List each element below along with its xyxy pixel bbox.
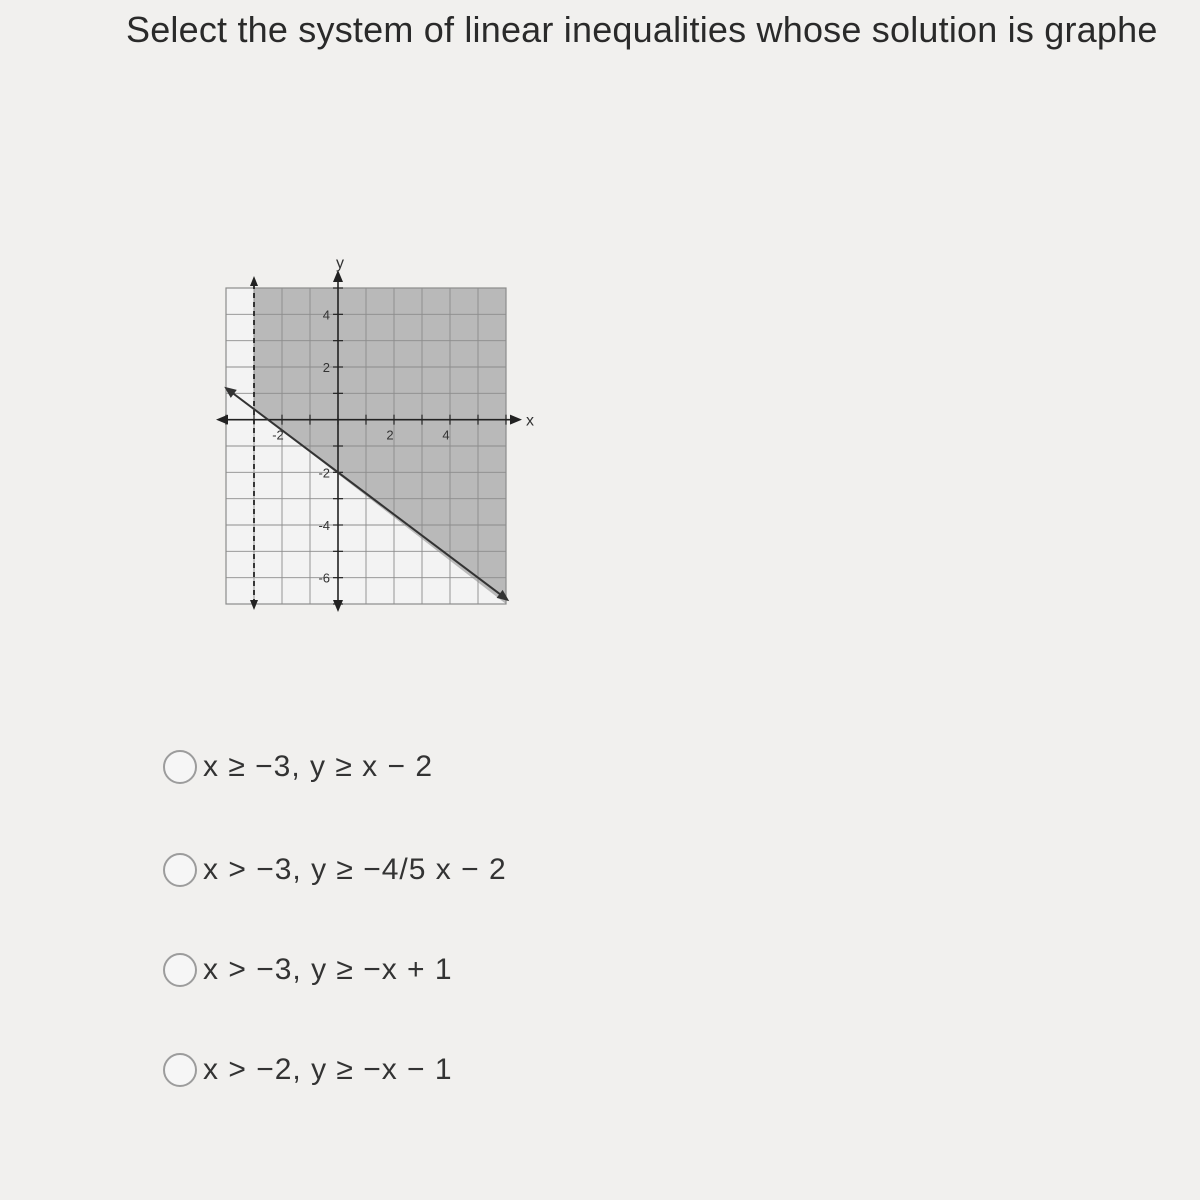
option-4[interactable] <box>163 1053 453 1087</box>
option-2[interactable] <box>163 853 507 887</box>
dashed-boundary-arrow-down <box>250 600 258 610</box>
radio-button[interactable] <box>163 750 197 784</box>
y-axis-arrow-down <box>333 600 343 612</box>
y-tick-label: 2 <box>322 360 330 375</box>
option-label: x > −3, y ≥ −x + 1 <box>203 953 453 986</box>
dashed-boundary-arrow-up <box>250 276 258 286</box>
option-3[interactable] <box>163 953 453 987</box>
graph-canvas <box>212 255 534 618</box>
y-tick-label: 4 <box>322 307 330 323</box>
radio-button[interactable] <box>163 853 197 887</box>
x-tick-label: -2 <box>272 427 284 443</box>
y-axis-label: y <box>336 255 344 272</box>
x-axis-label: x <box>526 412 534 430</box>
x-tick-label: 4 <box>442 427 450 443</box>
y-tick-label: -2 <box>318 465 330 481</box>
option-1[interactable] <box>163 750 433 784</box>
option-label: x ≥ −3, y ≥ x − 2 <box>203 750 434 783</box>
y-tick-label: -6 <box>318 570 330 586</box>
option-label: x > −3, y ≥ −4/5 x − 2 <box>203 853 507 886</box>
option-label: x > −2, y ≥ −x − 1 <box>203 1053 453 1086</box>
y-tick-label: -4 <box>318 518 330 533</box>
x-axis-arrow-right <box>510 415 522 425</box>
inequality-graph <box>212 255 534 618</box>
radio-button[interactable] <box>163 1053 197 1087</box>
radio-button[interactable] <box>163 953 197 987</box>
question-text: Select the system of linear inequalities whose solution is graphe <box>126 9 1158 50</box>
x-tick-label: 2 <box>386 427 394 443</box>
